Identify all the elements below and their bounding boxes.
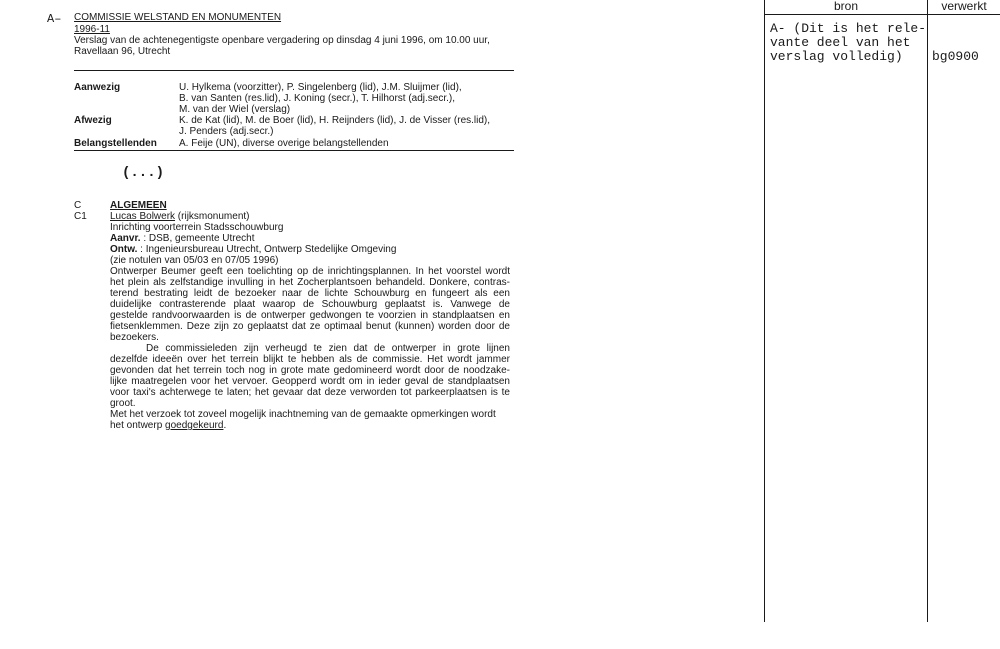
paragraph-line: duidelijke contrasterende plaat waarop de Schouwburg geplaatst is. Vanwege de <box>110 299 510 310</box>
item-status: (rijksmonument) <box>175 211 250 222</box>
absent-line-1: K. de Kat (lid), M. de Boer (lid), H. Reijnders (lid), J. de Visser (res.lid), <box>179 115 491 126</box>
header-rule-bottom <box>74 150 514 151</box>
bron-note-line: vante deel van het <box>770 35 911 50</box>
paragraph-line: bezoekers. <box>110 332 159 343</box>
paragraph-line: lijke maatregelen voor het vervoer. Geopperd wordt om in ieder geval de standplaatsen <box>110 376 510 387</box>
item-code: C1 <box>74 211 87 222</box>
paragraph-line: groot. <box>110 398 136 409</box>
attendance-label-absent: Afwezig <box>74 115 112 126</box>
section-code: C <box>74 200 82 211</box>
paragraph-line: Ontwerper Beumer geeft een toelichting op de inrichtingsplannen. In het voorstel wordt <box>110 266 510 277</box>
side-table-divider <box>927 0 928 622</box>
paragraph-line: gestelde randvoorwaarden is de ontwerper gedwongen te voorzien in standplaatsen en <box>110 310 510 321</box>
attendance-label-interested: Belangstellenden <box>74 138 157 149</box>
attendance-label-present: Aanwezig <box>74 82 121 93</box>
side-table-header-rule <box>764 14 1000 15</box>
bron-note-line: A- (Dit is het rele- <box>770 21 927 36</box>
committee-title: COMMISSIE WELSTAND EN MONUMENTEN <box>74 12 282 23</box>
item-name: Lucas Bolwerk <box>110 211 176 222</box>
item-title <box>110 211 250 222</box>
present-line-1: U. Hylkema (voorzitter), P. Singelenberg (lid), J.M. Sluijmer (lid), <box>179 82 462 93</box>
present-line-3: M. van der Wiel (verslag) <box>179 104 291 115</box>
item-subject: Inrichting voorterrein Stadsschouwburg <box>110 222 284 233</box>
designer-label: Ontw. <box>110 244 138 255</box>
item-verdict: goedgekeurd <box>165 420 224 431</box>
item-verdict-line <box>110 420 226 431</box>
column-header-verwerkt: verwerkt <box>941 0 987 13</box>
item-designer <box>110 244 396 255</box>
paragraph-conclusion: Met het verzoek tot zoveel mogelijk inachtneming van de gemaakte opmerkingen wordt <box>110 409 496 420</box>
item-applicant <box>110 233 255 244</box>
verdict-suffix: . <box>223 420 227 431</box>
applicant-label: Aanvr. <box>110 233 141 244</box>
session-number: 1996-11 <box>74 24 110 35</box>
interested-line-1: A. Feije (UN), diverse overige belangstellenden <box>179 138 389 149</box>
paragraph-line: gevonden dat het terrein toch nog in grote mate gedomineerd wordt door de noodzake- <box>110 365 510 376</box>
paragraph-line: De commissieleden zijn verheugd te zien dat de ontwerper in grote lijnen <box>146 343 510 354</box>
header-rule-top <box>74 70 514 71</box>
column-header-bron: bron <box>833 0 859 13</box>
paragraph-line: fietsenklemmen. Deze zijn zo geplaatst dat ze optimaal benut (kunnen) worden door de <box>110 321 510 332</box>
section-title: ALGEMEEN <box>110 200 167 211</box>
bron-note-line: verslag volledig) <box>770 49 903 64</box>
item-notes-ref: (zie notulen van 05/03 en 07/05 1996) <box>110 255 279 266</box>
paragraph-line: het plein als zelfstandige invulling in het Zocherplantsoen behandeld. Donkere, contras- <box>110 277 510 288</box>
present-line-2: B. van Santen (res.lid), J. Koning (secr.), T. Hilhorst (adj.secr.), <box>179 93 456 104</box>
absent-line-2: J. Penders (adj.secr.) <box>179 126 274 137</box>
omission-ellipsis: (...) <box>122 165 165 181</box>
applicant-value: : DSB, gemeente Utrecht <box>140 233 255 244</box>
margin-mark: A– <box>47 12 62 26</box>
designer-value: : Ingenieursbureau Utrecht, Ontwerp Stedelijke Omgeving <box>137 244 397 255</box>
verwerkt-code: bg0900 <box>932 49 979 64</box>
verdict-prefix: het ontwerp <box>110 420 166 431</box>
paragraph-line: voor taxi's achterwege te laten; het gevaar dat deze verworden tot parkeerplaatsen is te <box>110 387 510 398</box>
meeting-address: Ravellaan 96, Utrecht <box>74 46 171 57</box>
side-table-left-border <box>764 0 765 622</box>
paragraph-line: terend bestrating leidt de bezoeker naar de lichte Schouwburg en fungeert als een <box>110 288 510 299</box>
report-description: Verslag van de achtenegentigste openbare vergadering op dinsdag 4 juni 1996, om 10.00 uur, <box>74 35 490 46</box>
paragraph-line: dezelfde ideeën over het terrein blijkt te hebben als de commissie. Het wordt jammer <box>110 354 510 365</box>
